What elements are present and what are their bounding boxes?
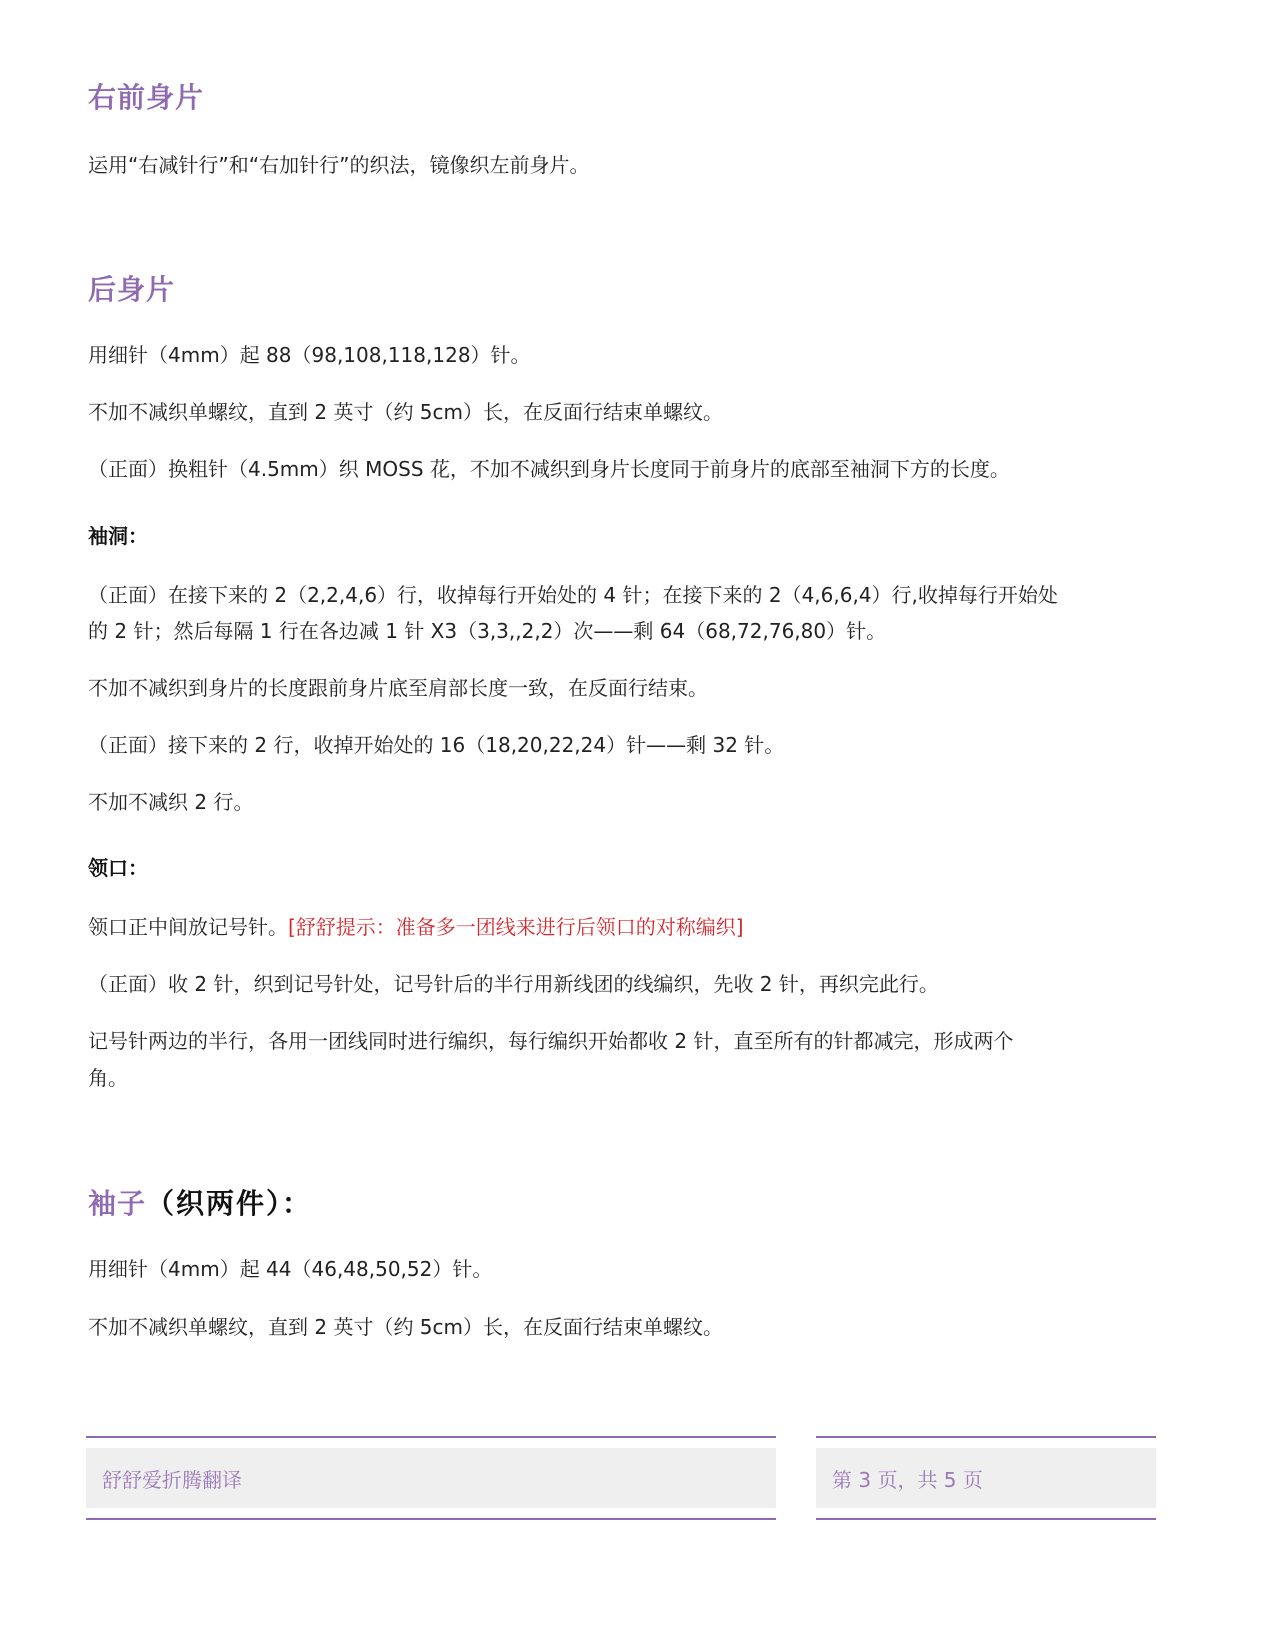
neck-paragraph-1-text: 领口正中间放记号针。	[88, 915, 288, 939]
back-title: 后身片	[88, 273, 176, 306]
sleeves-paragraph-2: 不加不减织单螺纹，直到 2 英寸（约 5cm）长，在反面行结束单螺纹。	[88, 1315, 723, 1339]
footer-translator: 舒舒爱折腾翻译	[86, 1448, 776, 1508]
translator-tip: [舒舒提示：准备多一团线来进行后领口的对称编织]	[288, 915, 744, 939]
sleeves-title-suffix: （织两件）：	[146, 1187, 313, 1220]
back-paragraph-2: 不加不减织单螺纹，直到 2 英寸（约 5cm）长，在反面行结束单螺纹。	[88, 400, 723, 424]
neck-paragraph-1	[88, 908, 1178, 946]
armhole-paragraph-2: 不加不减织到身片的长度跟前身片底至肩部长度一致，在反面行结束。	[88, 676, 708, 700]
armhole-paragraph-1-line-2: 的 2 针；然后每隔 1 行在各边减 1 针 X3（3,3,,2,2）次——剩 64（68,72,76,80）针。	[88, 619, 887, 643]
back-paragraph-1: 用细针（4mm）起 88（98,108,118,128）针。	[88, 343, 531, 367]
right-front-paragraph: 运用“右减针行”和“右加针行”的织法，镜像织左前身片。	[88, 153, 590, 177]
footer-page-number: 第 3 页，共 5 页	[816, 1448, 1156, 1508]
sleeves-title	[88, 1182, 312, 1222]
back-paragraph-3: （正面）换粗针（4.5mm）织 MOSS 花，不加不减织到身片长度同于前身片的底部至袖洞下方的长度。	[88, 457, 1010, 481]
sleeves-paragraph-1: 用细针（4mm）起 44（46,48,50,52）针。	[88, 1257, 493, 1281]
sleeves-title-main: 袖子	[88, 1187, 147, 1220]
neck-label: 领口：	[88, 856, 148, 880]
right-front-title: 右前身片	[88, 81, 205, 114]
footer-page-box	[816, 1436, 1156, 1520]
neck-paragraph-3-line-2: 角。	[88, 1066, 128, 1090]
neck-paragraph-3-line-1: 记号针两边的半行，各用一团线同时进行编织，每行编织开始都收 2 针，直至所有的针都减完，形成两个	[88, 1029, 1014, 1053]
armhole-paragraph-1-line-1: （正面）在接下来的 2（2,2,4,6）行，收掉每行开始处的 4 针；在接下来的 2（4,6,6,4）行,收掉每行开始处	[88, 583, 1058, 607]
footer-translator-box	[86, 1436, 776, 1520]
armhole-label: 袖洞：	[88, 524, 148, 548]
armhole-paragraph-4: 不加不减织 2 行。	[88, 790, 254, 814]
neck-paragraph-2: （正面）收 2 针，织到记号针处，记号针后的半行用新线团的线编织，先收 2 针，再织完此行。	[88, 972, 939, 996]
armhole-paragraph-3: （正面）接下来的 2 行，收掉开始处的 16（18,20,22,24）针——剩 32 针。	[88, 733, 785, 757]
